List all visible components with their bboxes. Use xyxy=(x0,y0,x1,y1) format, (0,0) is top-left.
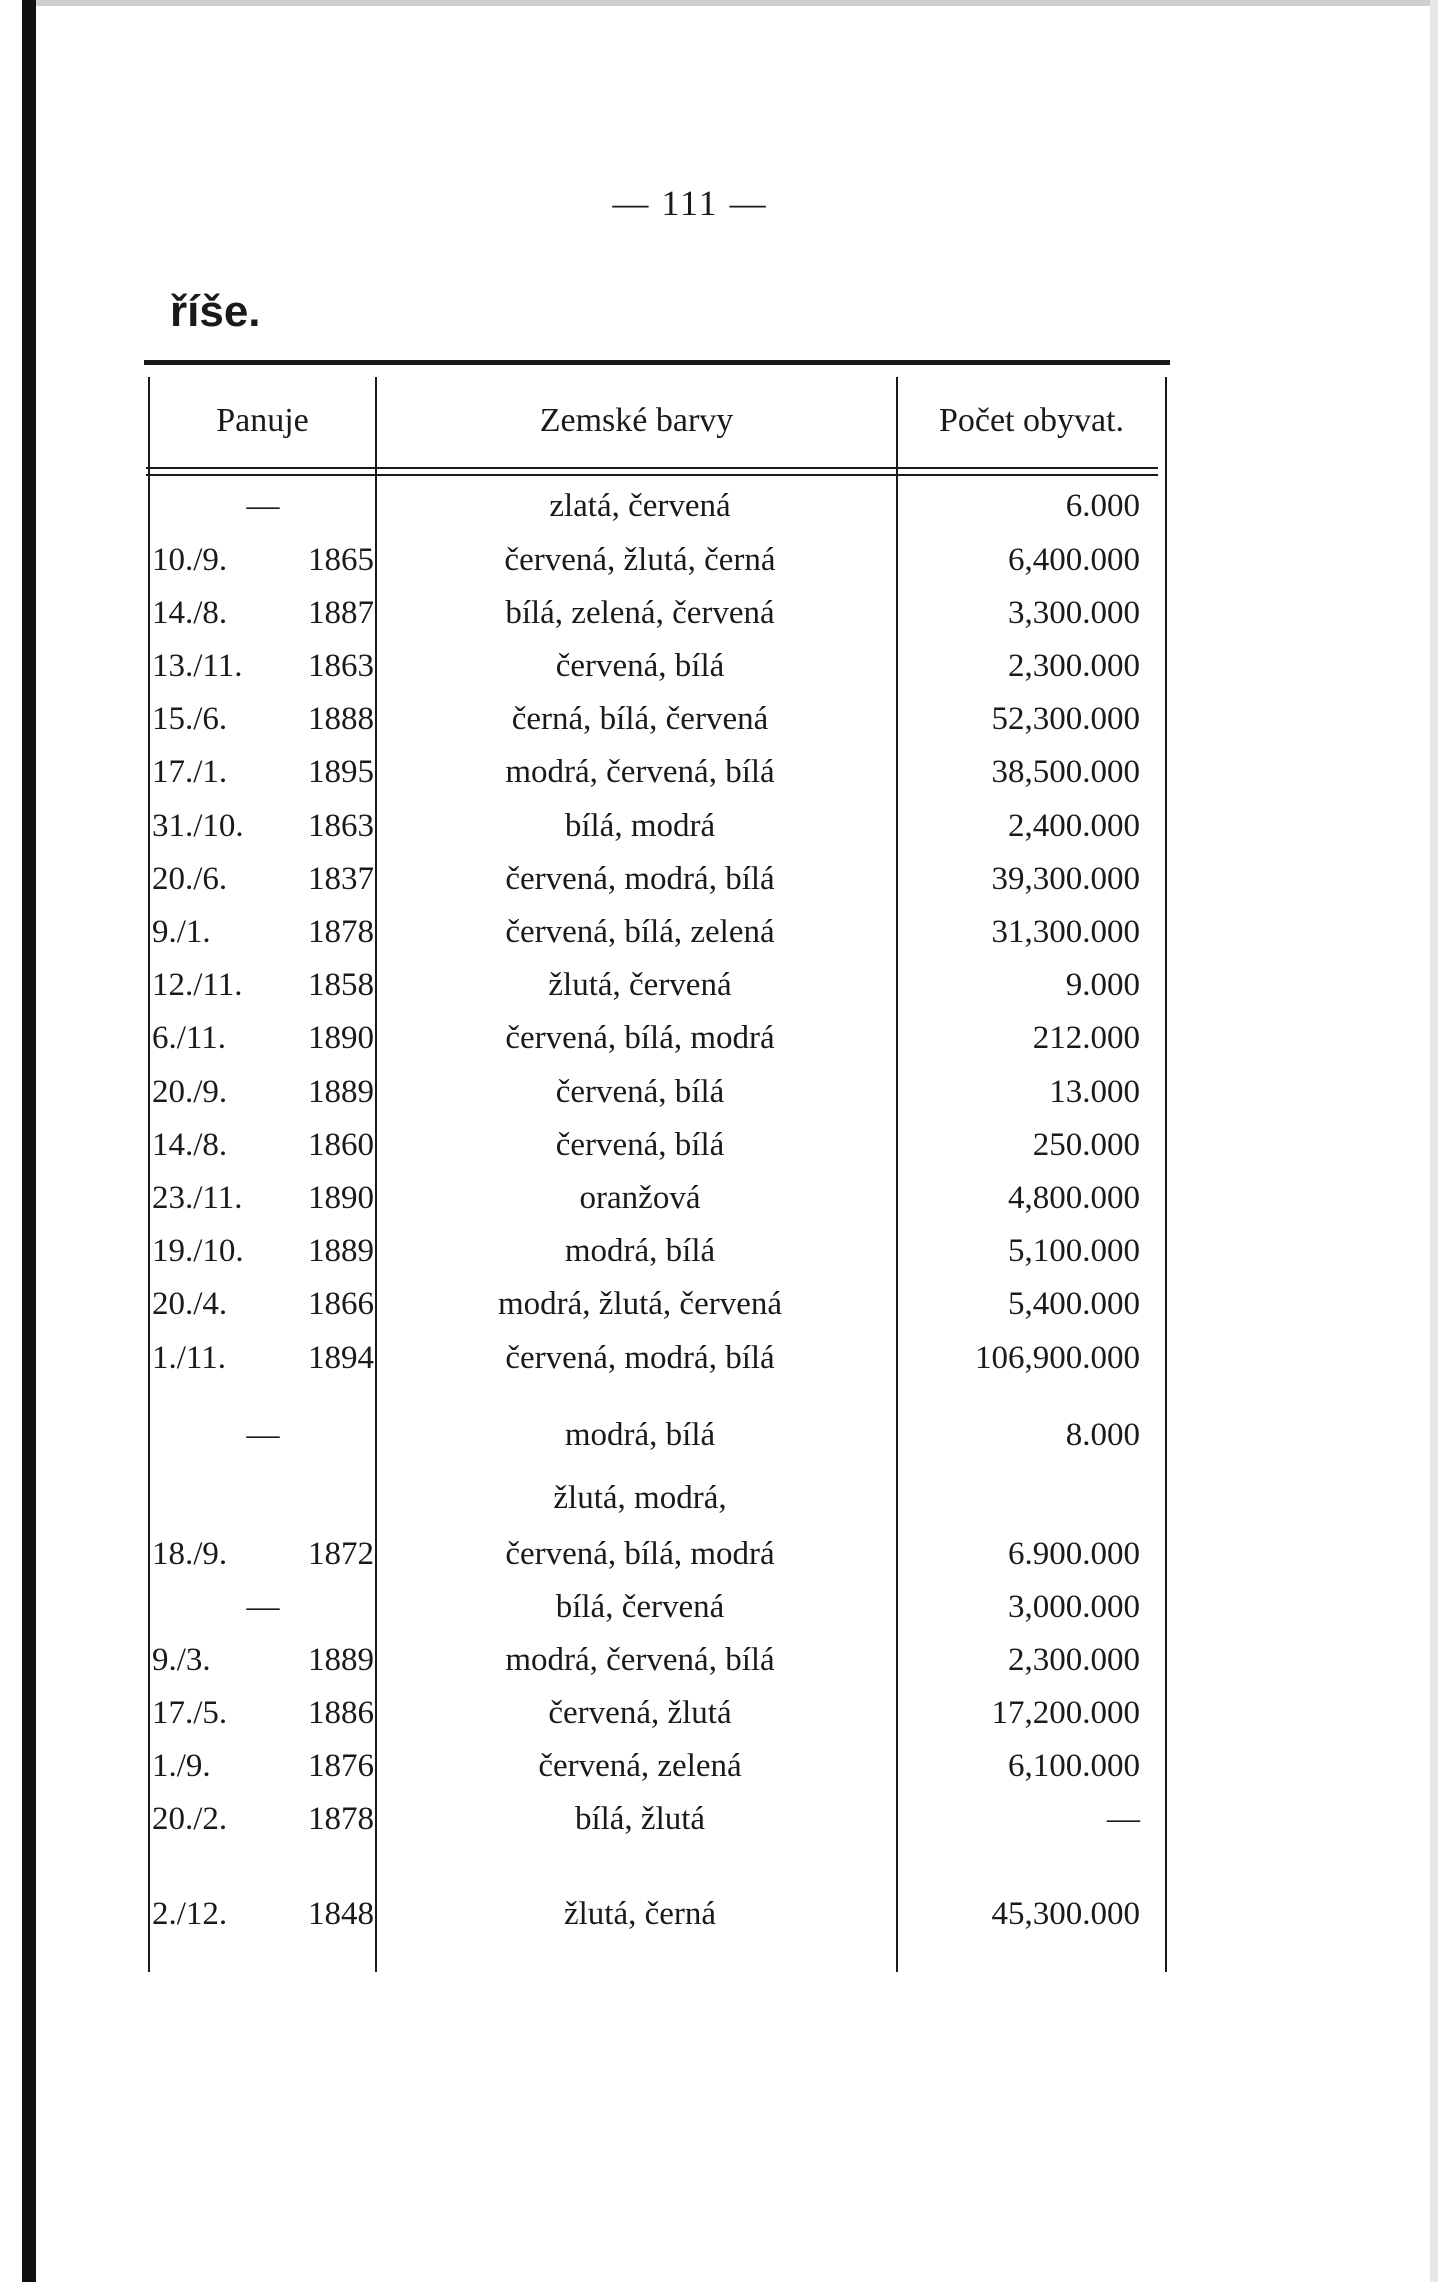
table-row xyxy=(0,804,1438,848)
reign-day-month: 20./6. xyxy=(152,861,228,897)
cell-population: 38,500.000 xyxy=(991,754,1140,790)
table-row xyxy=(0,484,1438,528)
table-row xyxy=(0,1413,1438,1457)
cell-population: 13.000 xyxy=(1049,1074,1140,1110)
table-row xyxy=(0,644,1438,688)
colors-text: bílá, zelená, červená xyxy=(505,595,775,631)
cell-colors xyxy=(380,1282,900,1326)
reign-day-month: 14./8. xyxy=(152,595,228,631)
reign-day-month: 9./1. xyxy=(152,914,211,950)
cell-colors xyxy=(380,1744,900,1788)
reign-day-month: 14./8. xyxy=(152,1127,228,1163)
colors-text: červená, bílá xyxy=(555,1074,725,1110)
colors-text: žlutá, černá xyxy=(563,1896,717,1932)
reign-year: 1848 xyxy=(308,1896,374,1932)
cell-population: — xyxy=(1107,1801,1140,1837)
colors-text: červená, zelená xyxy=(538,1748,742,1784)
table-row xyxy=(0,1892,1438,1936)
cell-population: 3,300.000 xyxy=(1008,595,1140,631)
reign-year: 1863 xyxy=(308,648,374,684)
cell-colors xyxy=(380,910,900,954)
reign-day-month: 2./12. xyxy=(152,1896,228,1932)
cell-population: 5,100.000 xyxy=(1008,1233,1140,1269)
cell-colors xyxy=(380,1797,900,1841)
reign-day-month: 18./9. xyxy=(152,1536,228,1572)
reign-year: 1858 xyxy=(308,967,374,1003)
table-row xyxy=(0,857,1438,901)
table-row xyxy=(0,1638,1438,1682)
cell-colors xyxy=(380,857,900,901)
cell-colors xyxy=(380,750,900,794)
cell-population: 212.000 xyxy=(1032,1020,1140,1056)
cell-population: 17,200.000 xyxy=(991,1695,1140,1731)
header-rule-upper xyxy=(146,467,1158,469)
table-row xyxy=(0,750,1438,794)
reign-day-month: 31./10. xyxy=(152,808,244,844)
colors-text: červená, bílá xyxy=(555,648,725,684)
cell-population: 106,900.000 xyxy=(975,1340,1140,1376)
table-row xyxy=(0,1229,1438,1273)
cell-population: 8.000 xyxy=(1065,1417,1140,1453)
reign-year: 1886 xyxy=(308,1695,374,1731)
cell-population: 5,400.000 xyxy=(1008,1286,1140,1322)
colors-text: modrá, červená, bílá xyxy=(505,1642,775,1678)
table-row xyxy=(0,538,1438,582)
colors-text: červená, bílá xyxy=(555,1127,725,1163)
reign-year: 1895 xyxy=(308,754,374,790)
cell-population: 250.000 xyxy=(1032,1127,1140,1163)
colors-text: černá, bílá, červená xyxy=(511,701,769,737)
reign-year: 1863 xyxy=(308,808,374,844)
table-top-rule xyxy=(144,360,1170,365)
cell-population: 52,300.000 xyxy=(991,701,1140,737)
colors-text: modrá, žlutá, červená xyxy=(497,1286,782,1322)
cell-population: 6,100.000 xyxy=(1008,1748,1140,1784)
cell-colors xyxy=(380,1229,900,1273)
cell-population: 4,800.000 xyxy=(1008,1180,1140,1216)
table-row xyxy=(0,910,1438,954)
cell-colors xyxy=(380,1638,900,1682)
table-row xyxy=(0,963,1438,1007)
reign-day-month: 1./9. xyxy=(152,1748,211,1784)
reign-day-month: 12./11. xyxy=(152,967,243,1003)
scan-edge-top xyxy=(36,0,1438,6)
reign-year: 1894 xyxy=(308,1340,374,1376)
colors-text: bílá, červená xyxy=(555,1589,725,1625)
colors-text: modrá, bílá xyxy=(564,1417,716,1453)
reign-year: 1866 xyxy=(308,1286,374,1322)
header-population: Počet obyvat. xyxy=(938,402,1125,439)
colors-text: červená, modrá, bílá xyxy=(505,861,775,897)
colors-text: červená, bílá, modrá xyxy=(505,1020,775,1056)
cell-population: 9.000 xyxy=(1065,967,1140,1003)
reign-day-month: 1./11. xyxy=(152,1340,226,1376)
reign-year: 1876 xyxy=(308,1748,374,1784)
cell-population: 6,400.000 xyxy=(1008,542,1140,578)
cell-colors xyxy=(380,1892,900,1936)
reign-year: 1837 xyxy=(308,861,374,897)
cell-population: 6.900.000 xyxy=(1008,1536,1140,1572)
header-colors: Zemské barvy xyxy=(539,402,734,439)
page-heading: říše. xyxy=(170,287,261,336)
reign-day-month: 20./2. xyxy=(152,1801,228,1837)
table-row xyxy=(0,1123,1438,1167)
cell-colors xyxy=(380,1585,900,1629)
table-row xyxy=(0,1176,1438,1220)
reign-year: 1890 xyxy=(308,1180,374,1216)
cell-colors xyxy=(380,644,900,688)
reign-year: 1878 xyxy=(308,1801,374,1837)
cell-population: 2,400.000 xyxy=(1008,808,1140,844)
reign-day-month: 9./3. xyxy=(152,1642,211,1678)
cell-colors xyxy=(380,1123,900,1167)
reign-year: 1889 xyxy=(308,1074,374,1110)
table-row xyxy=(0,1016,1438,1060)
colors-text: žlutá, červená xyxy=(548,967,732,1003)
page-number: — 111 — xyxy=(612,183,768,223)
cell-population: 45,300.000 xyxy=(991,1896,1140,1932)
cell-population: 3,000.000 xyxy=(1008,1589,1140,1625)
cell-colors xyxy=(380,1413,900,1457)
cell-population: 2,300.000 xyxy=(1008,1642,1140,1678)
colors-text: červená, žlutá xyxy=(548,1695,732,1731)
reign-year: 1890 xyxy=(308,1020,374,1056)
colors-text-continued: červená, bílá, modrá xyxy=(505,1536,775,1572)
cell-population: 2,300.000 xyxy=(1008,648,1140,684)
reign-year: 1865 xyxy=(308,542,374,578)
reign-year: 1887 xyxy=(308,595,374,631)
reign-day-month: 17./5. xyxy=(152,1695,228,1731)
colors-text: modrá, červená, bílá xyxy=(505,754,775,790)
cell-colors xyxy=(380,484,900,528)
colors-text: oranžová xyxy=(579,1180,701,1216)
reign-year: 1860 xyxy=(308,1127,374,1163)
reign-dash: — xyxy=(246,488,280,524)
reign-day-month: 15./6. xyxy=(152,701,228,737)
header-reigns: Panuje xyxy=(216,402,309,439)
table-row xyxy=(0,1070,1438,1114)
cell-colors xyxy=(380,1070,900,1114)
reign-day-month: 23./11. xyxy=(152,1180,243,1216)
table-row xyxy=(0,591,1438,635)
colors-text: bílá, modrá xyxy=(564,808,716,844)
colors-text: zlatá, červená xyxy=(549,488,731,524)
cell-colors xyxy=(380,1476,900,1576)
reign-dash: — xyxy=(246,1417,280,1453)
table-row xyxy=(0,1797,1438,1841)
reign-year: 1888 xyxy=(308,701,374,737)
cell-colors xyxy=(380,963,900,1007)
table-row xyxy=(0,1336,1438,1380)
reign-day-month: 20./4. xyxy=(152,1286,228,1322)
table-row xyxy=(0,1744,1438,1788)
cell-population: 31,300.000 xyxy=(991,914,1140,950)
cell-colors xyxy=(380,1016,900,1060)
cell-colors xyxy=(380,1336,900,1380)
reign-day-month: 10./9. xyxy=(152,542,228,578)
reign-year: 1878 xyxy=(308,914,374,950)
reign-year: 1889 xyxy=(308,1642,374,1678)
cell-colors xyxy=(380,591,900,635)
cell-population: 6.000 xyxy=(1065,488,1140,524)
table-row xyxy=(0,697,1438,741)
colors-text: červená, bílá, zelená xyxy=(505,914,775,950)
table-row xyxy=(0,1480,1438,1576)
colors-text: žlutá, modrá, xyxy=(553,1480,727,1516)
cell-colors xyxy=(380,804,900,848)
reign-day-month: 6./11. xyxy=(152,1020,226,1056)
cell-colors xyxy=(380,697,900,741)
table-row xyxy=(0,1282,1438,1326)
colors-text: červená, žlutá, černá xyxy=(504,542,776,578)
reign-day-month: 20./9. xyxy=(152,1074,228,1110)
colors-text: bílá, žlutá xyxy=(574,1801,706,1837)
table-row xyxy=(0,1691,1438,1735)
reign-year: 1889 xyxy=(308,1233,374,1269)
header-rule-lower xyxy=(146,474,1158,476)
colors-text: modrá, bílá xyxy=(564,1233,716,1269)
reign-dash: — xyxy=(246,1589,280,1625)
cell-colors xyxy=(380,1691,900,1735)
reign-day-month: 17./1. xyxy=(152,754,228,790)
cell-colors xyxy=(380,538,900,582)
cell-population: 39,300.000 xyxy=(991,861,1140,897)
reign-day-month: 13./11. xyxy=(152,648,243,684)
reign-year: 1872 xyxy=(308,1536,374,1572)
reign-day-month: 19./10. xyxy=(152,1233,244,1269)
colors-text: červená, modrá, bílá xyxy=(505,1340,775,1376)
table-row xyxy=(0,1585,1438,1629)
cell-colors xyxy=(380,1176,900,1220)
